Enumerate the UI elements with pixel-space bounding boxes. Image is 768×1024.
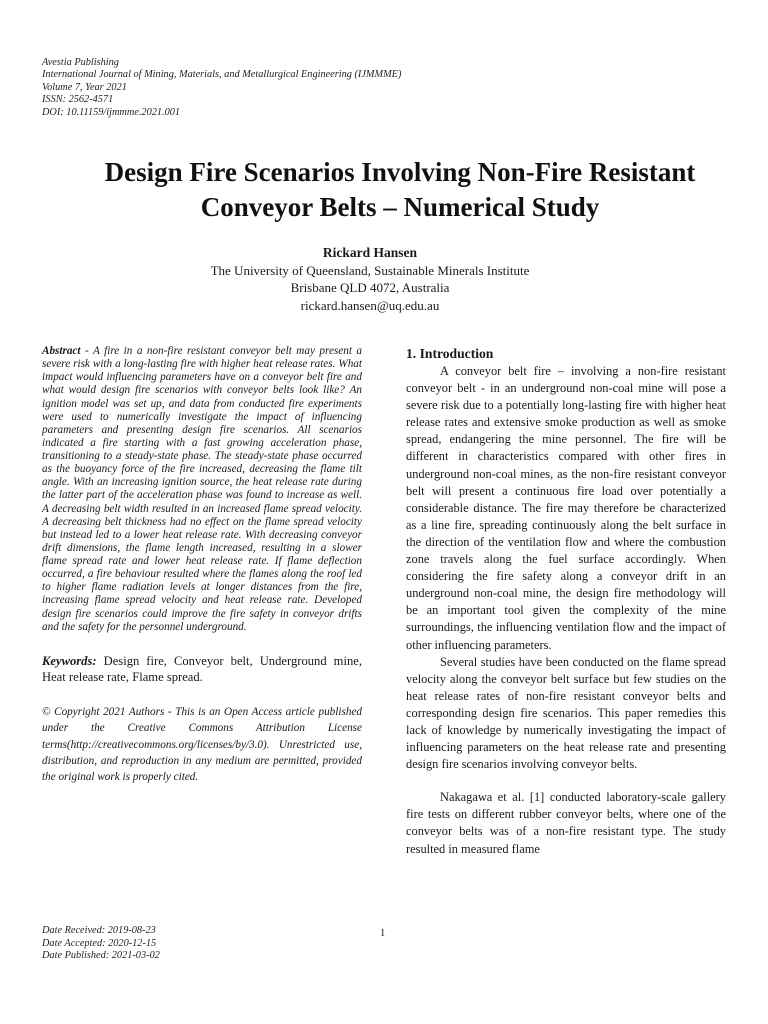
paper-title-line-1: Design Fire Scenarios Involving Non-Fire Resistant [104,157,696,187]
abstract [42,345,362,634]
volume-info: Volume 7, Year 2021 [42,81,127,93]
intro-paragraph-3: Nakagawa et al. [1] conducted laboratory-scale gallery fire tests on different rubber conveyor belts, where one of the conveyor belts was of a non-fire resistant type. The study resulted in measured flame [406,790,726,856]
author-block [170,244,570,314]
date-published: Date Published: 2021-03-02 [42,950,160,962]
author-address: Brisbane QLD 4072, Australia [290,280,450,295]
author-affiliation: The University of Queensland, Sustainable Minerals Institute [210,262,530,278]
abstract-text: - A fire in a non-fire resistant conveyor belt may present a severe risk with a long-lasting fire with higher heat release rates. What impact would influencing parameters have on a conveyor belt fire and what would design fire scenarios with conveyor belts look like? An ignition model was set up, and data from conducted fire experiments were used to numerically investigate the impact of influencing parameters and presenting design fire scenarios. All scenarios indicated a fire starting with a fast growing acceleration phase, transitioning to a steady-state phase. The steady-state phase occurred as the buoyancy force of the fire increased, decreasing the flame tilt angle. With an increasing ignition source, the heat release rate during the latter part of the acceleration phase was found to increase as well. A decreasing belt width resulted in an increased flame spread velocity. A decreasing belt thickness had no effect on the flame spread velocity but instead led to a lower heat release rate. With decreasing conveyor drift dimensions, the flame length increased, resulting in a slower flame spread rate and lower heat release rate. If flame deflection occurred, a fire behaviour resulted where the flames along the roof led to higher flame radiation levels at longer distances from the fire, increasing flame spread velocity and heat release rate. Developed design fire scenarios could improve the fire safety in conveyor drifts and the safety for the personnel underground. [42,345,362,633]
issn: ISSN: 2562-4571 [42,94,114,106]
paper-title-line-2: Conveyor Belts – Numerical Study [200,192,600,222]
right-column [406,345,726,858]
keywords [42,653,362,686]
journal-header [42,57,642,119]
author-name: Rickard Hansen [322,245,418,260]
left-column [42,345,362,786]
intro-paragraph-2: Several studies have been conducted on the flame spread velocity along the conveyor belt surface but few studies on the heat release rates of non-fire resistant conveyor belts and corresponding design fire scenarios. This paper remedies this lack of knowledge by numerically investigating the impact of influencing parameters on the heat release rate and presenting design fire scenarios involving conveyor belts. [406,654,726,772]
publication-dates [42,925,342,963]
intro-paragraph-1: A conveyor belt fire – involving a non-fire resistant conveyor belt - in an underground non-coal mine will pose a severe risk due to a potentially long-lasting fire with higher heat release rates and extensive smoke production as well as smoke spread, endangering the mine personnel. The fire will be different in characteristics compared with other fires in underground non-coal mines, as the non-fire resistant conveyor belt will present a continuous fire load over potentially a considerable distance. The fire may therefore be characterized as a line fire, spreading continuously along the belt surface in the direction of the ventilation flow and where the combustion zone travels along the fuel surface accordingly. When considering the fire safety along a conveyor drift in an underground non-coal mine, the design fire methodology will be an important tool given the complexity of the mine surroundings, the influencing ventilation flow and the impact of other influencing parameters. [406,364,726,652]
doi: DOI: 10.11159/ijmmme.2021.001 [42,106,181,118]
section-heading-introduction: 1. Introduction [406,346,494,361]
date-received: Date Received: 2019-08-23 [42,925,156,936]
page-number: 1 [380,928,386,939]
copyright-notice: © Copyright 2021 Authors - This is an Open Access article published under the Creative Commons Attribution License terms(http://creativecommons.org/licenses/by/3.0). Unrestricted use, distribution, and reproduction in any medium are permitted, provided the original work is properly cited. [42,705,362,784]
author-email: rickard.hansen@uq.edu.au [300,297,440,313]
journal-name: International Journal of Mining, Materials, and Metallurgical Engineering (IJMMME) [42,69,402,81]
paper-title [60,155,740,225]
date-accepted: Date Accepted: 2020-12-15 [42,937,157,949]
abstract-label: Abstract [42,345,81,357]
keywords-text: Design fire, Conveyor belt, Underground mine, Heat release rate, Flame spread. [42,653,362,685]
keywords-label: Keywords: [42,653,97,668]
publisher-name: Avestia Publishing [42,57,119,68]
